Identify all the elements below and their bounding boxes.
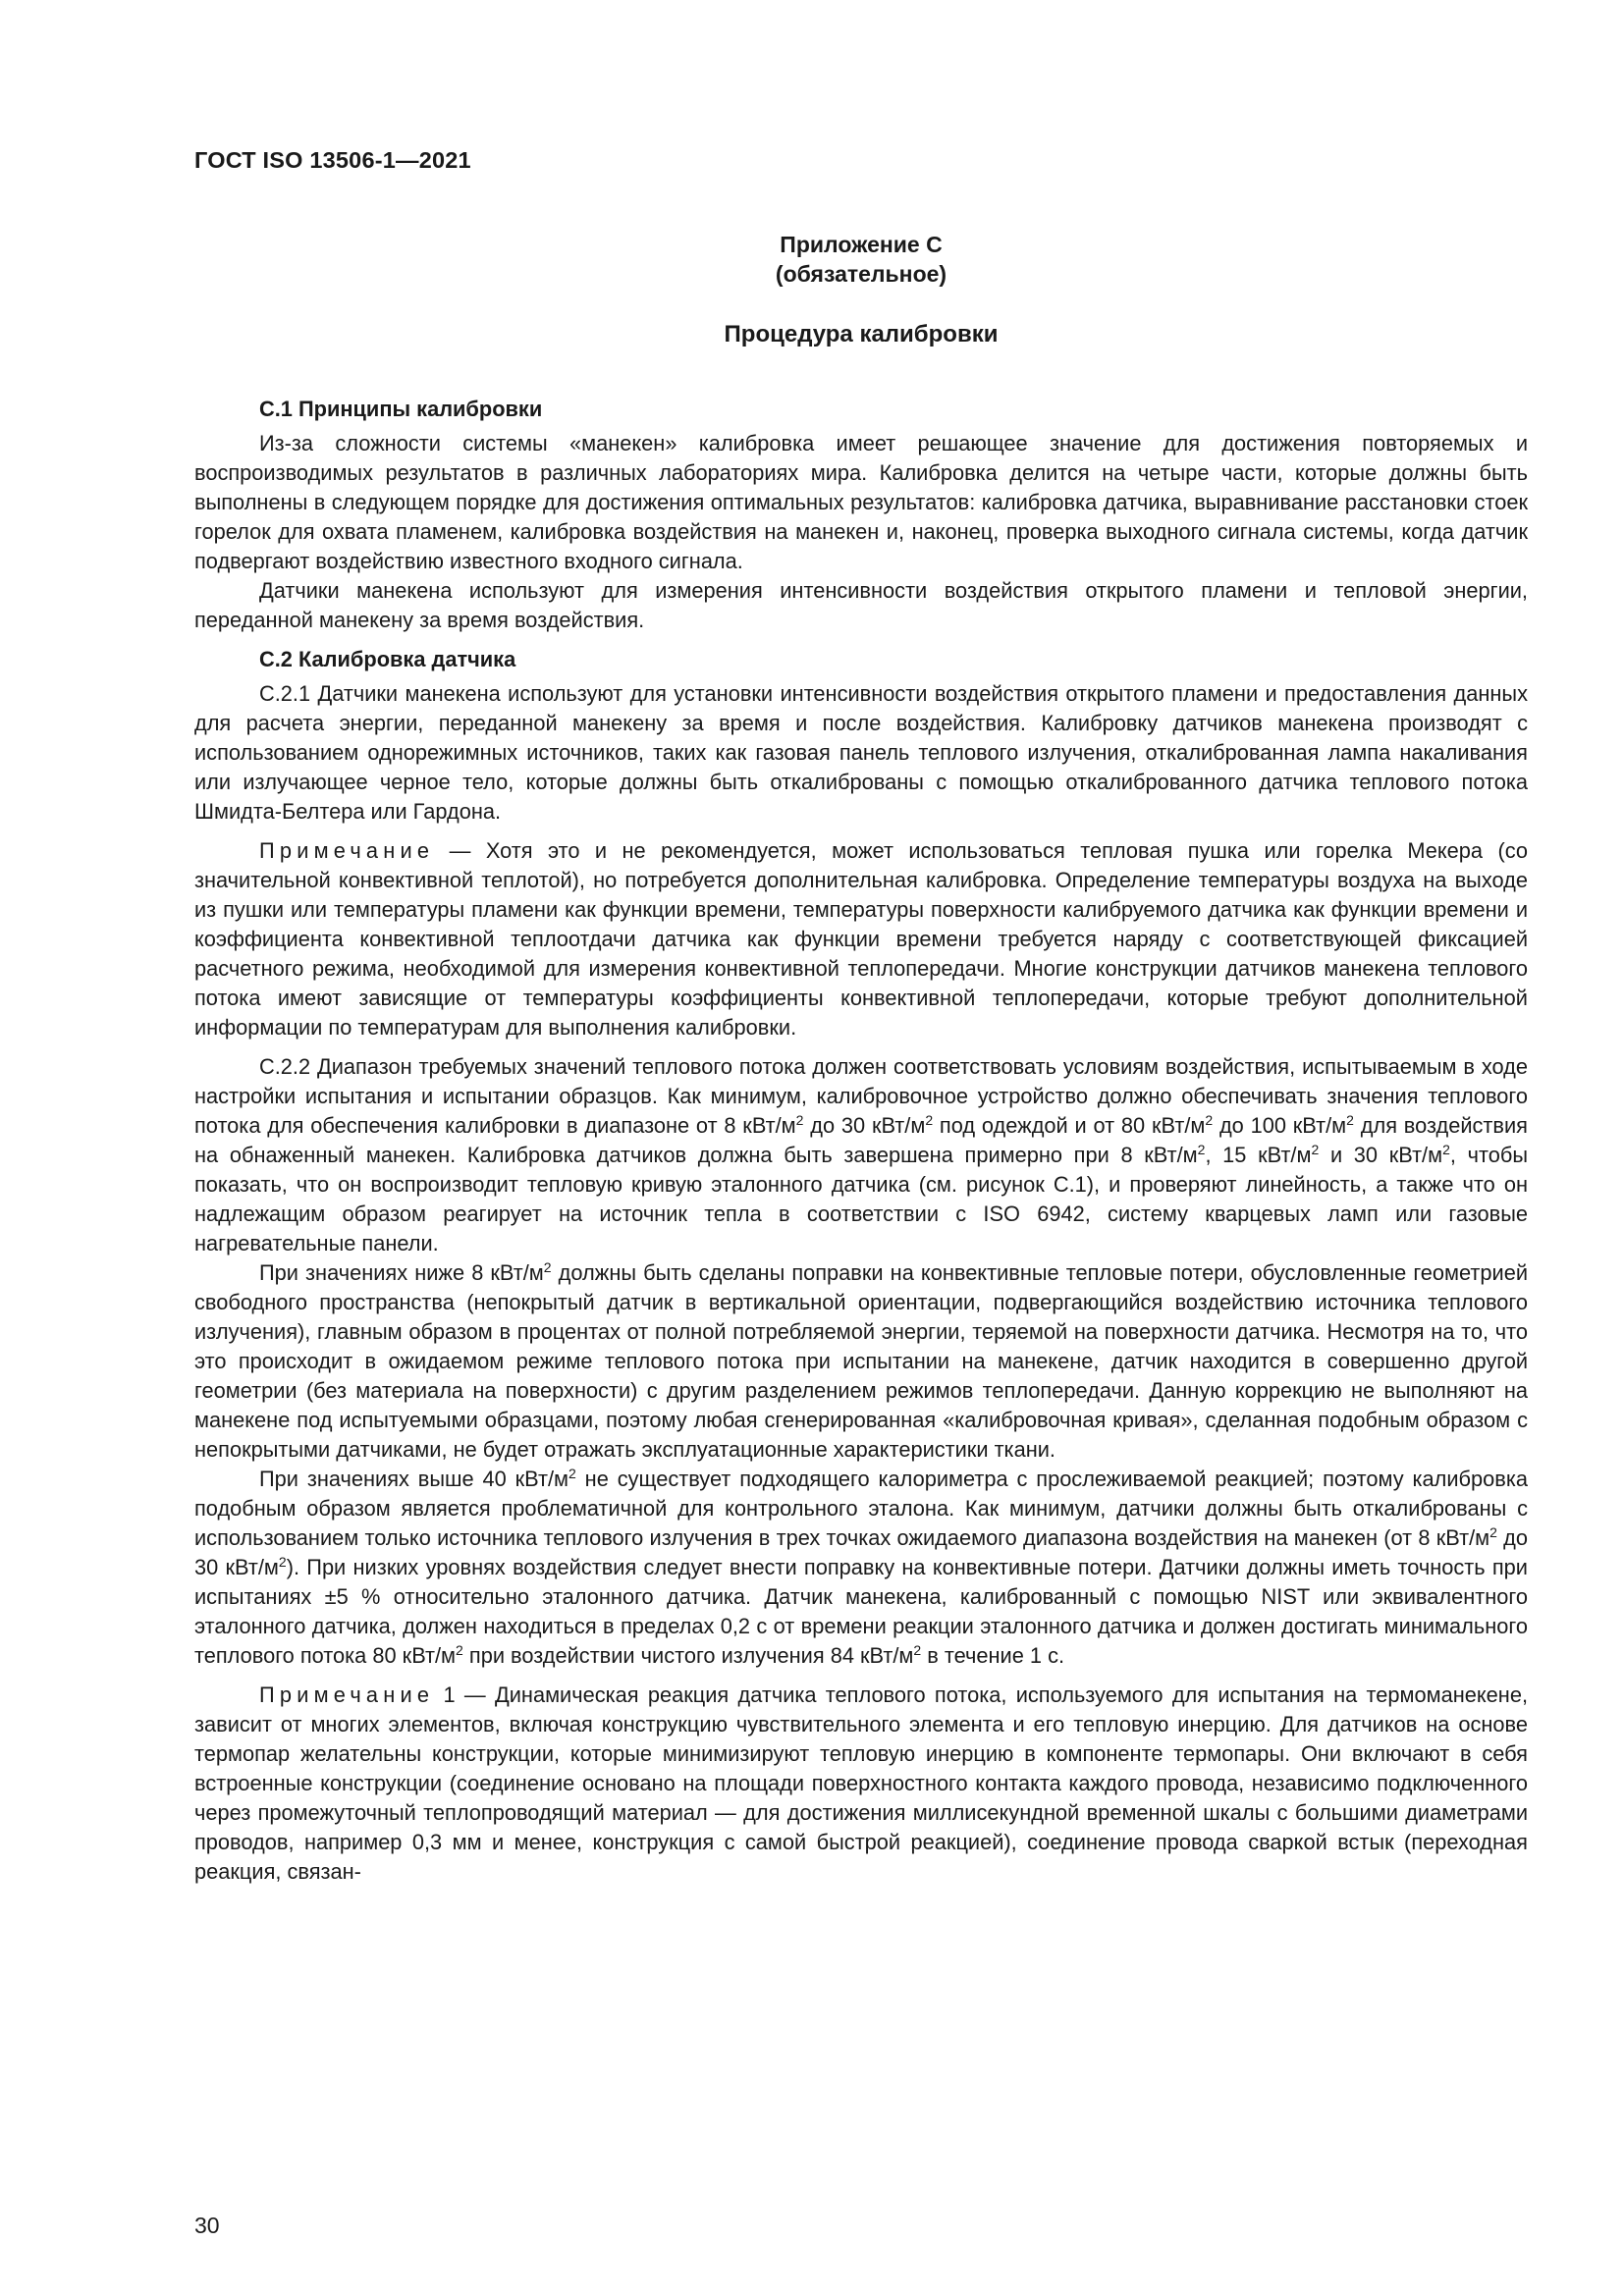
superscript: 2: [1346, 1112, 1354, 1128]
annex-title: Процедура калибровки: [724, 321, 999, 347]
superscript: 2: [1442, 1142, 1450, 1157]
paragraph: [194, 1258, 1528, 1465]
note-text: — Хотя это и не рекомендуется, может использоваться тепловая пушка или горелка Мекера (со значительной конвективной теплотой), но потребуется дополнительная калибровка. Определение температуры воздуха на выходе из пушки или температуры пламени как функции времени, температуры поверхности калибруемого датчика как функции времени и коэффициента конвективной теплоотдачи датчика как функции времени требуется наряду с соответствующей фиксацией расчетного режима, необходимой для измерения конвективной теплопередачи. Многие конструкции датчиков манекена теплового потока имеют зависящие от температуры коэффициенты конвективной теплопередачи, которые требуют дополнительной информации по температурам для выполнения калибровки.: [194, 838, 1528, 1040]
text-run: ). При низких уровнях воздействия следует внести поправку на конвективные потери. Датчики должны иметь точность при испытаниях ±5 % относительно эталонного датчика. Датчик манекена, калиброванный с помощью NIST или эквивалентного эталонного датчика, должен находиться в пределах 0,2 с от времени реакции эталонного датчика и должен достигать минимального теплового потока 80 кВт/м: [194, 1555, 1528, 1668]
document-code: ГОСТ ISO 13506-1—2021: [194, 147, 471, 173]
note-paragraph: [194, 1681, 1528, 1887]
note-label: Примечание: [259, 838, 435, 863]
paragraph: Из-за сложности системы «манекен» калибровка имеет решающее значение для достижения повторяемых и воспроизводимых результатов в различных лабораториях мира. Калибровка делится на четыре части, которые должны быть выполнены в следующем порядке для достижения оптимальных результатов: калибровка датчика, выравнивание расстановки стоек горелок для охвата пламенем, калибровка воздействия на манекен и, наконец, проверка выходного сигнала системы, когда датчик подвергают воздействию известного входного сигнала.: [194, 431, 1528, 573]
text-run: При значениях ниже 8 кВт/м: [259, 1260, 544, 1285]
paragraph: [194, 1465, 1528, 1671]
text-run: при воздействии чистого излучения 84 кВт/м: [462, 1643, 914, 1668]
superscript: 2: [278, 1554, 287, 1570]
text-run: для воздействия на обнаженный манекен. Калибровка датчиков должна быть завершена примерно при 8 кВт/м: [194, 1113, 1528, 1167]
text-run: до 30 кВт/м: [194, 1525, 1528, 1579]
annex-label: Приложение С: [780, 232, 943, 257]
note-paragraph: [194, 836, 1528, 1042]
superscript: 2: [543, 1259, 552, 1275]
superscript: 2: [925, 1112, 934, 1128]
text-run: должны быть сделаны поправки на конвективные тепловые потери, обусловленные геометрией свободного пространства (непокрытый датчик в вертикальной ориентации, подвергающийся воздействию источника теплового излучения), главным образом в процентах от полной потребляемой энергии, теряемой на поверхности датчика. Несмотря на то, что это происходит в ожидаемом режиме теплового потока при испытании на манекене, датчик находится в совершенно другой геометрии (без материала на поверхности) с другим разделением режимов теплопередачи. Данную коррекцию не выполняют на манекене под испытуемыми образцами, поэтому любая сгенерированная «калибровочная кривая», сделанная подобным образом с непокрытыми датчиками, не будет отражать эксплуатационные характеристики ткани.: [194, 1260, 1528, 1462]
annex-status: (обязательное): [775, 261, 947, 287]
text-run: не существует подходящего калориметра с прослеживаемой реакцией; поэтому калибровка подобным образом является проблематичной для контрольного эталона. Как минимум, датчики должны быть откалиброваны с использованием только источника теплового излучения в трех точках ожидаемого диапазона воздействия на манекен (от 8 кВт/м: [194, 1467, 1529, 1550]
superscript: 2: [456, 1642, 463, 1658]
text-run: , чтобы показать, что он воспроизводит тепловую кривую эталонного датчика (см. рисунок С.1), и проверяют линейность, а также что он надлежащим образом реагирует на источник тепла в соответствии с ISO 6942, систему кварцевых ламп или газовые нагревательные панели.: [194, 1143, 1528, 1255]
text-run: и 30 кВт/м: [1319, 1143, 1443, 1167]
paragraph: [194, 1052, 1528, 1258]
text-run: в течение 1 с.: [921, 1643, 1065, 1668]
text-run: , 15 кВт/м: [1205, 1143, 1312, 1167]
annex-header: [194, 230, 1528, 289]
superscript: 2: [795, 1112, 804, 1128]
text-run: С.2.2 Диапазон требуемых значений теплового потока должен соответствовать условиям воздействия, испытываемым в ходе настройки испытания и испытании образцов. Как минимум, калибровочное устройство должно обеспечивать значения теплового потока для обеспечения калибровки в диапазоне от 8 кВт/м: [194, 1054, 1528, 1138]
text-run: При значениях выше 40 кВт/м: [259, 1467, 569, 1491]
superscript: 2: [1197, 1142, 1206, 1157]
text-run: под одеждой и от 80 кВт/м: [933, 1113, 1206, 1138]
superscript: 2: [913, 1642, 922, 1658]
superscript: 2: [1489, 1524, 1497, 1540]
superscript: 2: [1205, 1112, 1214, 1128]
superscript: 2: [1311, 1142, 1320, 1157]
note-label: Примечание: [259, 1682, 435, 1707]
page-number: 30: [194, 2213, 220, 2238]
text-run: до 100 кВт/м: [1213, 1113, 1347, 1138]
section-heading-c1: С.1 Принципы калибровки: [259, 397, 543, 421]
superscript: 2: [568, 1466, 576, 1481]
paragraph: Датчики манекена используют для измерения интенсивности воздействия открытого пламени и тепловой энергии, переданной манекену за время воздействия.: [194, 578, 1528, 632]
text-run: до 30 кВт/м: [803, 1113, 926, 1138]
document-page: [194, 0, 1528, 2296]
document-body: [194, 395, 1528, 1887]
paragraph: С.2.1 Датчики манекена используют для установки интенсивности воздействия открытого пламени и предоставления данных для расчета энергии, переданной манекену за время и после воздействия. Калибровку датчиков манекена производят с использованием однорежимных источников, таких как газовая панель теплового излучения, откалиброванная лампа накаливания или излучающее черное тело, которые должны быть откалиброваны с помощью откалиброванного датчика теплового потока Шмидта-Белтера или Гардона.: [194, 681, 1528, 824]
section-heading-c2: С.2 Калибровка датчика: [259, 647, 516, 671]
note-text: 1 — Динамическая реакция датчика теплового потока, используемого для испытания на термоманекене, зависит от многих элементов, включая конструкцию чувствительного элемента и его тепловую инерцию. Для датчиков на основе термопар желательны конструкции, которые минимизируют тепловую инерцию в компоненте термопары. Они включают в себя встроенные конструкции (соединение основано на площади поверхностного контакта каждого провода, независимо подключенного через промежуточный теплопроводящий материал — для достижения миллисекундной временной шкалы с большими диаметрами проводов, например 0,3 мм и менее, конструкция с самой быстрой реакцией), соединение провода сваркой встык (переходная реакция, связан-: [194, 1682, 1528, 1884]
